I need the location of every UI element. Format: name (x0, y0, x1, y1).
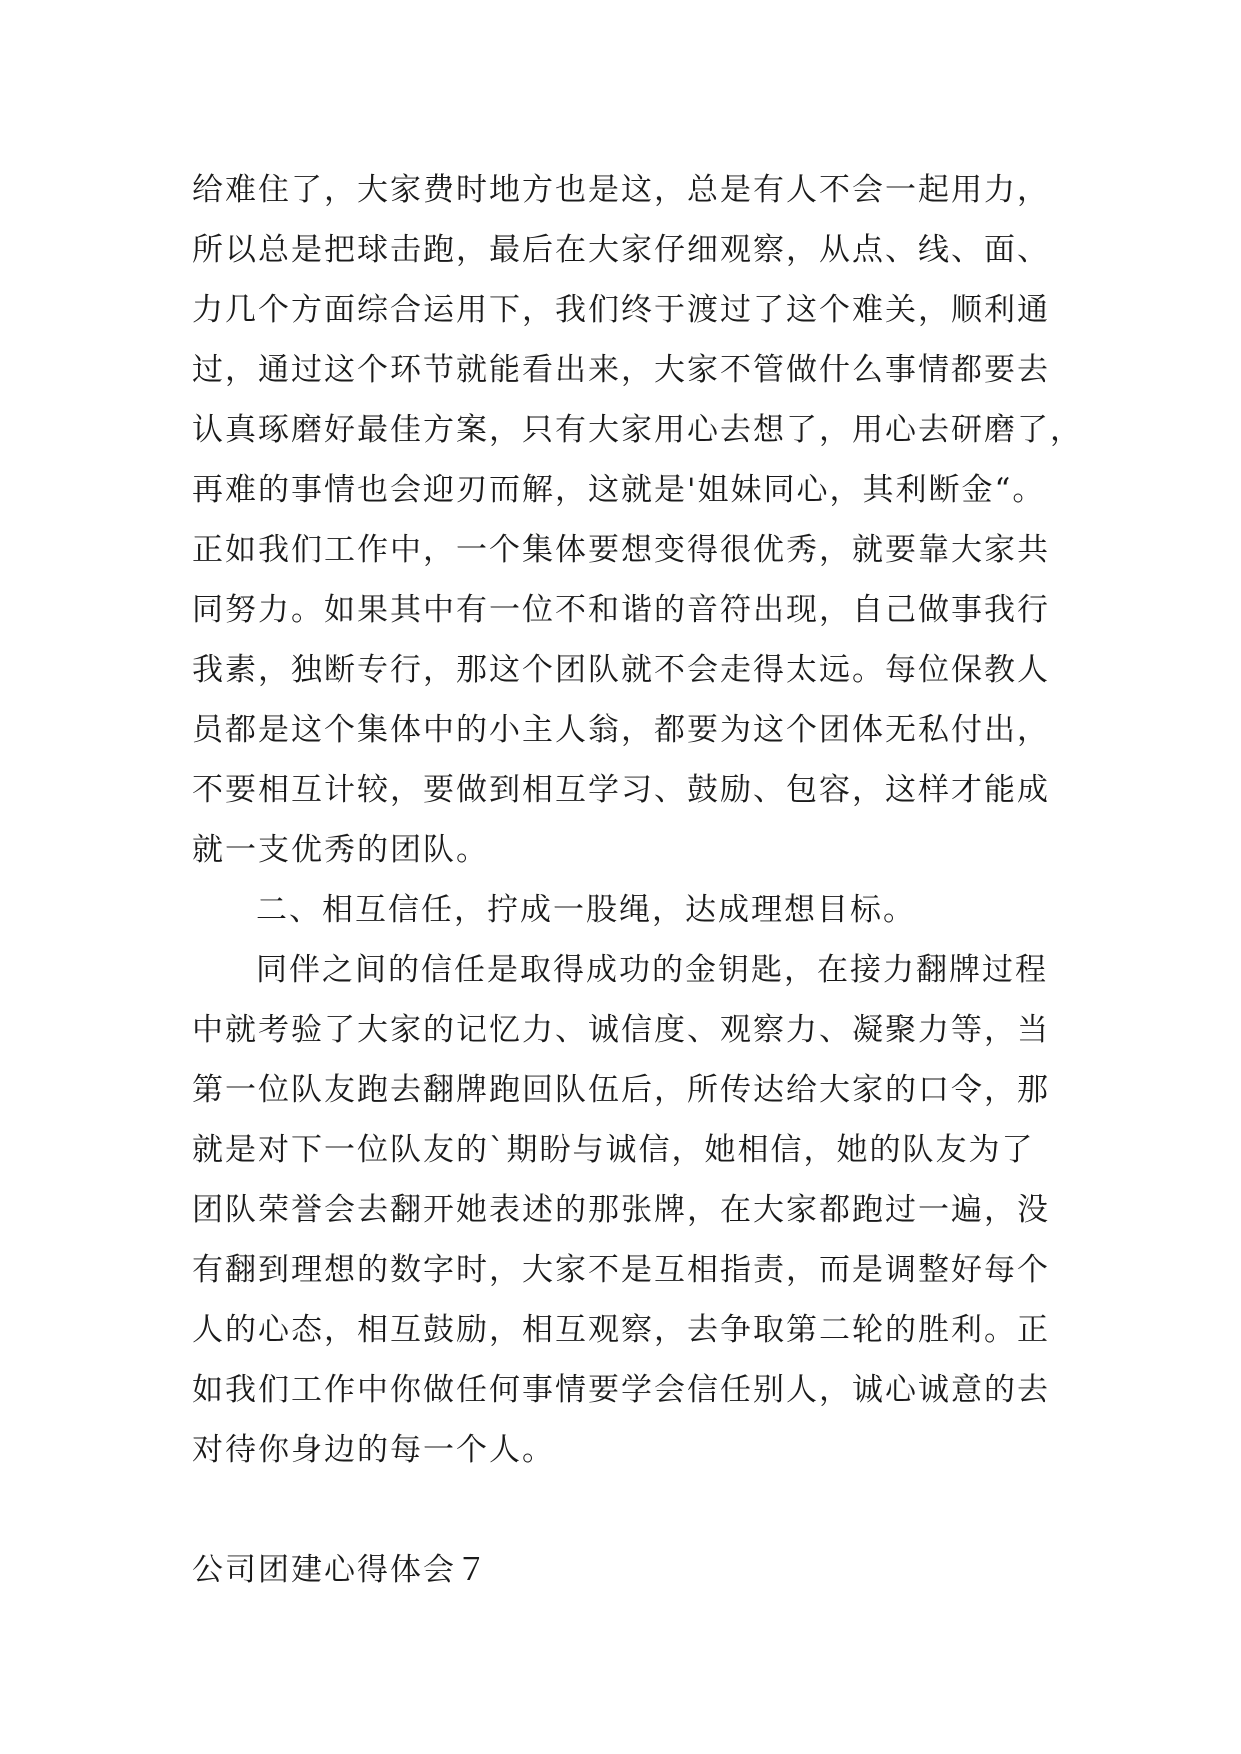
text-line: 力几个方面综合运用下，我们终于渡过了这个难关，顺利通 (192, 292, 1050, 328)
text-line: 再难的事情也会迎刃而解，这就是'姐妹同心，其利断金“。 (192, 472, 1046, 508)
text-line: 我素，独断专行，那这个团队就不会走得太远。每位保教人 (192, 652, 1050, 688)
text-line: 同努力。如果其中有一位不和谐的音符出现，自己做事我行 (192, 592, 1050, 628)
text-line: 认真琢磨好最佳方案，只有大家用心去想了，用心去研磨了， (192, 412, 1083, 448)
text-line: 就一支优秀的团队。 (192, 832, 489, 868)
text-line: 员都是这个集体中的小主人翁，都要为这个团体无私付出， (192, 712, 1050, 748)
text-line: 有翻到理想的数字时，大家不是互相指责，而是调整好每个 (192, 1252, 1050, 1288)
blank-gap (192, 1480, 1062, 1540)
paragraph-first-line: 同伴之间的信任是取得成功的金钥匙，在接力翻牌过程 (256, 952, 1048, 988)
text-line: 过，通过这个环节就能看出来，大家不管做什么事情都要去 (192, 352, 1050, 388)
text-line: 对待你身边的每一个人。 (192, 1432, 555, 1468)
text-line: 团队荣誉会去翻开她表述的那张牌，在大家都跑过一遍，没 (192, 1192, 1050, 1228)
text-line: 如我们工作中你做任何事情要学会信任别人，诚心诚意的去 (192, 1372, 1050, 1408)
text-line: 第一位队友跑去翻牌跑回队伍后，所传达给大家的口令，那 (192, 1072, 1050, 1108)
text-line: 正如我们工作中，一个集体要想变得很优秀，就要靠大家共 (192, 532, 1050, 568)
text-line: 不要相互计较，要做到相互学习、鼓励、包容，这样才能成 (192, 772, 1050, 808)
text-line: 中就考验了大家的记忆力、诚信度、观察力、凝聚力等，当 (192, 1012, 1050, 1048)
body-text (192, 160, 1083, 1600)
section-heading: 公司团建心得体会７ (192, 1552, 489, 1588)
text-line: 人的心态，相互鼓励，相互观察，去争取第二轮的胜利。正 (192, 1312, 1050, 1348)
text-line: 给难住了，大家费时地方也是这，总是有人不会一起用力， (192, 172, 1050, 208)
subheading-line: 二、相互信任，拧成一股绳，达成理想目标。 (256, 892, 916, 928)
text-line: 就是对下一位队友的`期盼与诚信，她相信，她的队友为了 (192, 1132, 1035, 1168)
text-line: 所以总是把球击跑，最后在大家仔细观察，从点、线、面、 (192, 232, 1050, 268)
